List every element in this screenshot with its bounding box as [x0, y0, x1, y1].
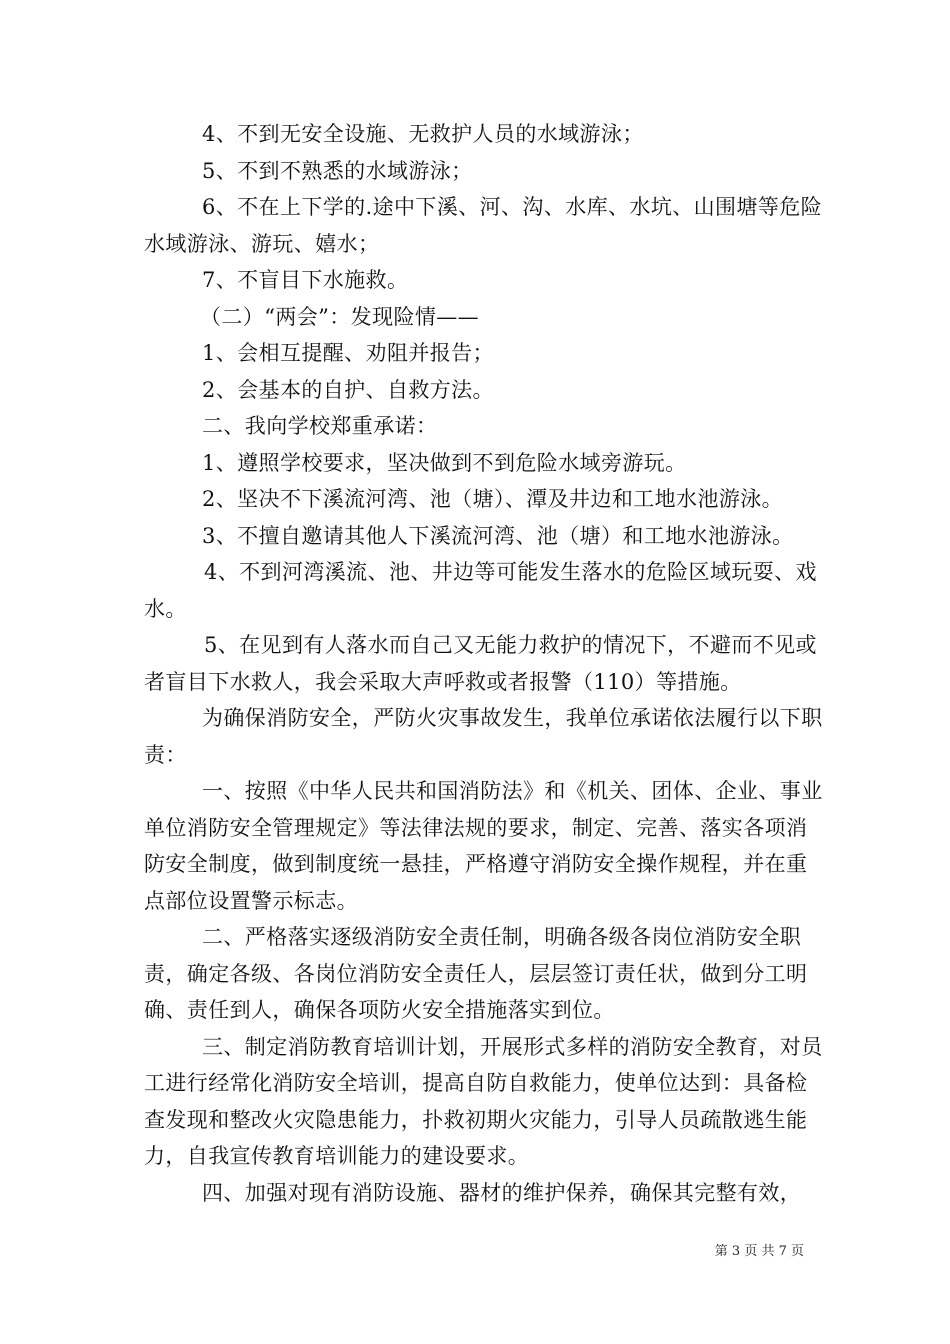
document-body — [144, 116, 824, 1211]
paragraph-16: 二、严格落实逐级消防安全责任制，明确各级各岗位消防安全职责，确定各级、各岗位消防安全责任人，层层签订责任状，做到分工明确、责任到人，确保各项防火安全措施落实到位。 — [144, 925, 808, 1022]
paragraph-11: 3、不擅自邀请其他人下溪流河湾、池（塘）和工地水池游泳。 — [202, 523, 794, 548]
paragraph-4: 7、不盲目下水施救。 — [202, 268, 409, 292]
paragraph-14: 为确保消防安全，严防火灾事故发生，我单位承诺依法履行以下职责： — [144, 706, 823, 767]
paragraph-10: 2、坚决不下溪流河湾、池（塘）、潭及井边和工地水池游泳。 — [202, 487, 784, 511]
page-number: 第 3 页 共 7 页 — [714, 1244, 804, 1259]
paragraph-5: （二）“两会”：发现险情—— — [200, 304, 480, 329]
paragraph-17: 三、制定消防教育培训计划，开展形式多样的消防安全教育，对员工进行经常化消防安全培训，提高自防自救能力，使单位达到：具备检查发现和整改火灾隐患能力，扑救初期火灾能力，引导人员疏散逃生能力，自我宣传教育培训能力的建设要求。 — [144, 1034, 823, 1168]
paragraph-8: 二、我向学校郑重承诺： — [202, 414, 438, 438]
paragraph-6: 1、会相互提醒、劝阻并报告； — [202, 341, 494, 365]
paragraph-3: 6、不在上下学的.途中下溪、河、沟、水库、水坑、山围塘等危险水域游泳、游玩、嬉水； — [144, 195, 823, 256]
paragraph-9: 1、遵照学校要求，坚决做到不到危险水域旁游玩。 — [202, 450, 687, 475]
paragraph-15: 一、按照《中华人民共和国消防法》和《机关、团体、企业、事业单位消防安全管理规定》等法律法规的要求，制定、完善、落实各项消防安全制度，做到制度统一悬挂，严格遵守消防安全操作规程，并在重点部位设置警示标志。 — [144, 779, 823, 913]
paragraph-2: 5、不到不熟悉的水域游泳； — [202, 158, 473, 183]
paragraph-12: 4、不到河湾溪流、池、井边等可能发生落水的危险区域玩耍、戏水。 — [144, 560, 817, 621]
paragraph-18: 四、加强对现有消防设施、器材的维护保养，确保其完整有效， — [202, 1180, 802, 1205]
paragraph-13: 5、在见到有人落水而自己又无能力救护的情况下，不避而不见或者盲目下水救人，我会采取大声呼救或者报警（110）等措施。 — [144, 633, 817, 694]
paragraph-7: 2、会基本的自护、自救方法。 — [202, 377, 494, 402]
paragraph-1: 4、不到无安全设施、无救护人员的水域游泳； — [202, 122, 644, 146]
